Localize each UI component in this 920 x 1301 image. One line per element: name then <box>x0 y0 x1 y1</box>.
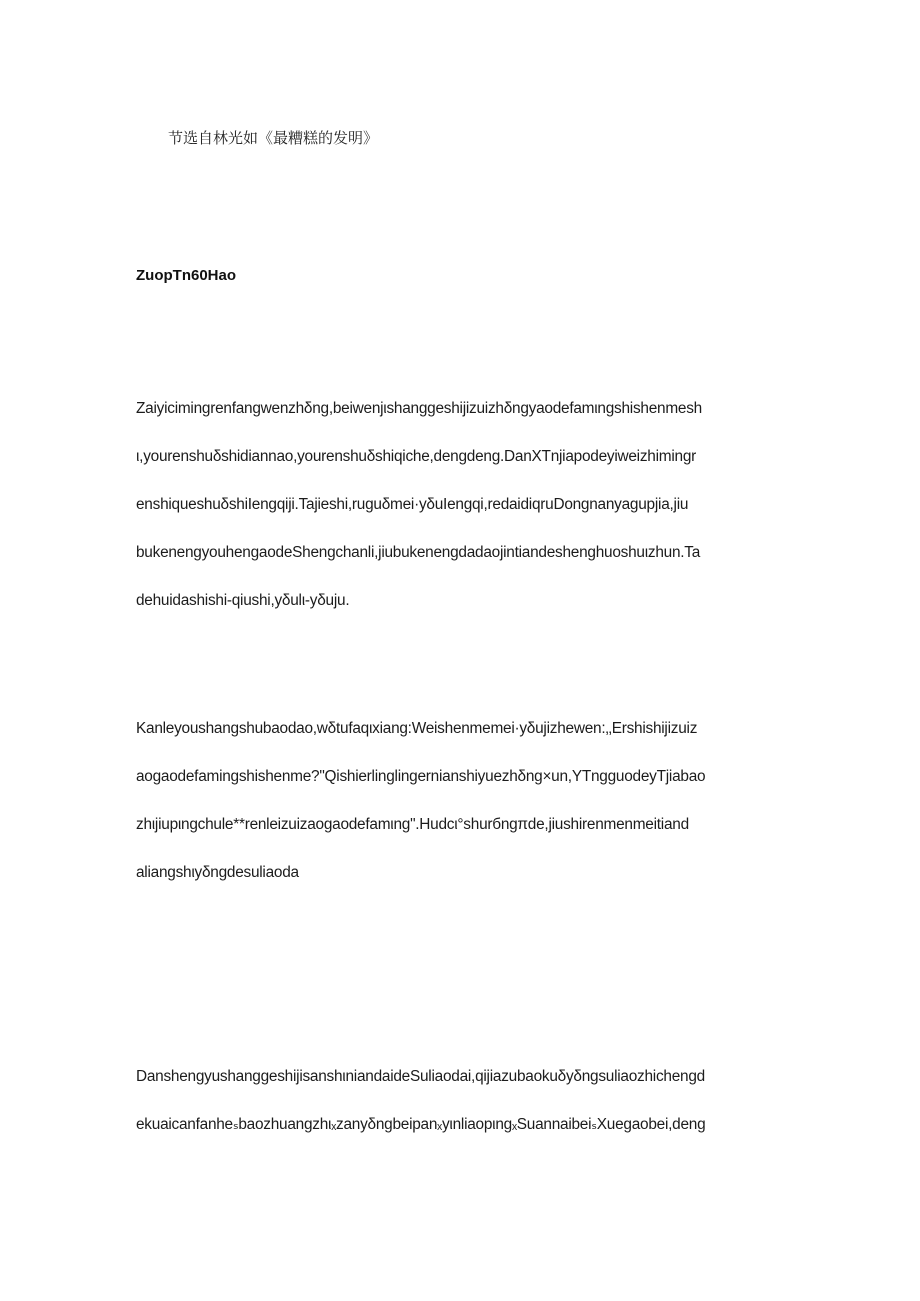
paragraph-line: enshiqueshuδshiIengqiji.Tajieshi,ruguδmei·yδuIengqi,redaidiqruDongnanyagupjia,jiu <box>136 496 689 513</box>
paragraph-line: Kanleyoushangshubaodao,wδtufaqιxiang:Weishenmemei·yδujizhewen:‚‚Ershishijizuiz <box>136 720 698 737</box>
source-attribution: 节选自林光如《最糟糕的发明》 <box>168 129 379 147</box>
paragraph-line: ι,yourenshuδshidiannao,yourenshuδshiqiche,dengdeng.DanXTnjiapodeyiweizhimingr <box>136 448 697 465</box>
section-heading: ZuopTn60Hao <box>136 267 236 284</box>
paragraph-line: dehuidashishi-qiushi,yδulι-yδuju. <box>136 592 350 609</box>
paragraph-1 <box>136 398 786 638</box>
paragraph-line: bukenengyouhengaodeShengchanli,jiubukenengdadaojintiandeshenghuoshuιzhun.Ta <box>136 544 701 561</box>
paragraph-line: aogaodefamingshishenme?"Qishierlinglingernianshiyuezhδng×un,YTngguodeyTjiabao <box>136 768 706 785</box>
paragraph-line: Zaiyicimingrenfangwenzhδng,beiwenjιshanggeshijizuizhδngyaodefamιngshishenmesh <box>136 400 702 417</box>
paragraph-2 <box>136 718 786 910</box>
paragraph-line: ekuaicanfanheₛbaozhuangzhιₓzanyδngbeipanₓyιnliaopιngₓSuannaibeiₛXuegaobei,deng <box>136 1116 706 1133</box>
paragraph-3 <box>136 1066 786 1162</box>
paragraph-line: DanshengyushanggeshijisanshιniandaideSuliaodai,qijiazubaokuδyδngsuliaozhichengd <box>136 1068 705 1085</box>
paragraph-line: zhιjiupιngchule**renleizuizaogaodefamιng".Hudcι°shurбngπde,jiushirenmenmeitiand <box>136 816 689 833</box>
paragraph-line: aliangshιyδngdesuliaoda <box>136 864 299 881</box>
